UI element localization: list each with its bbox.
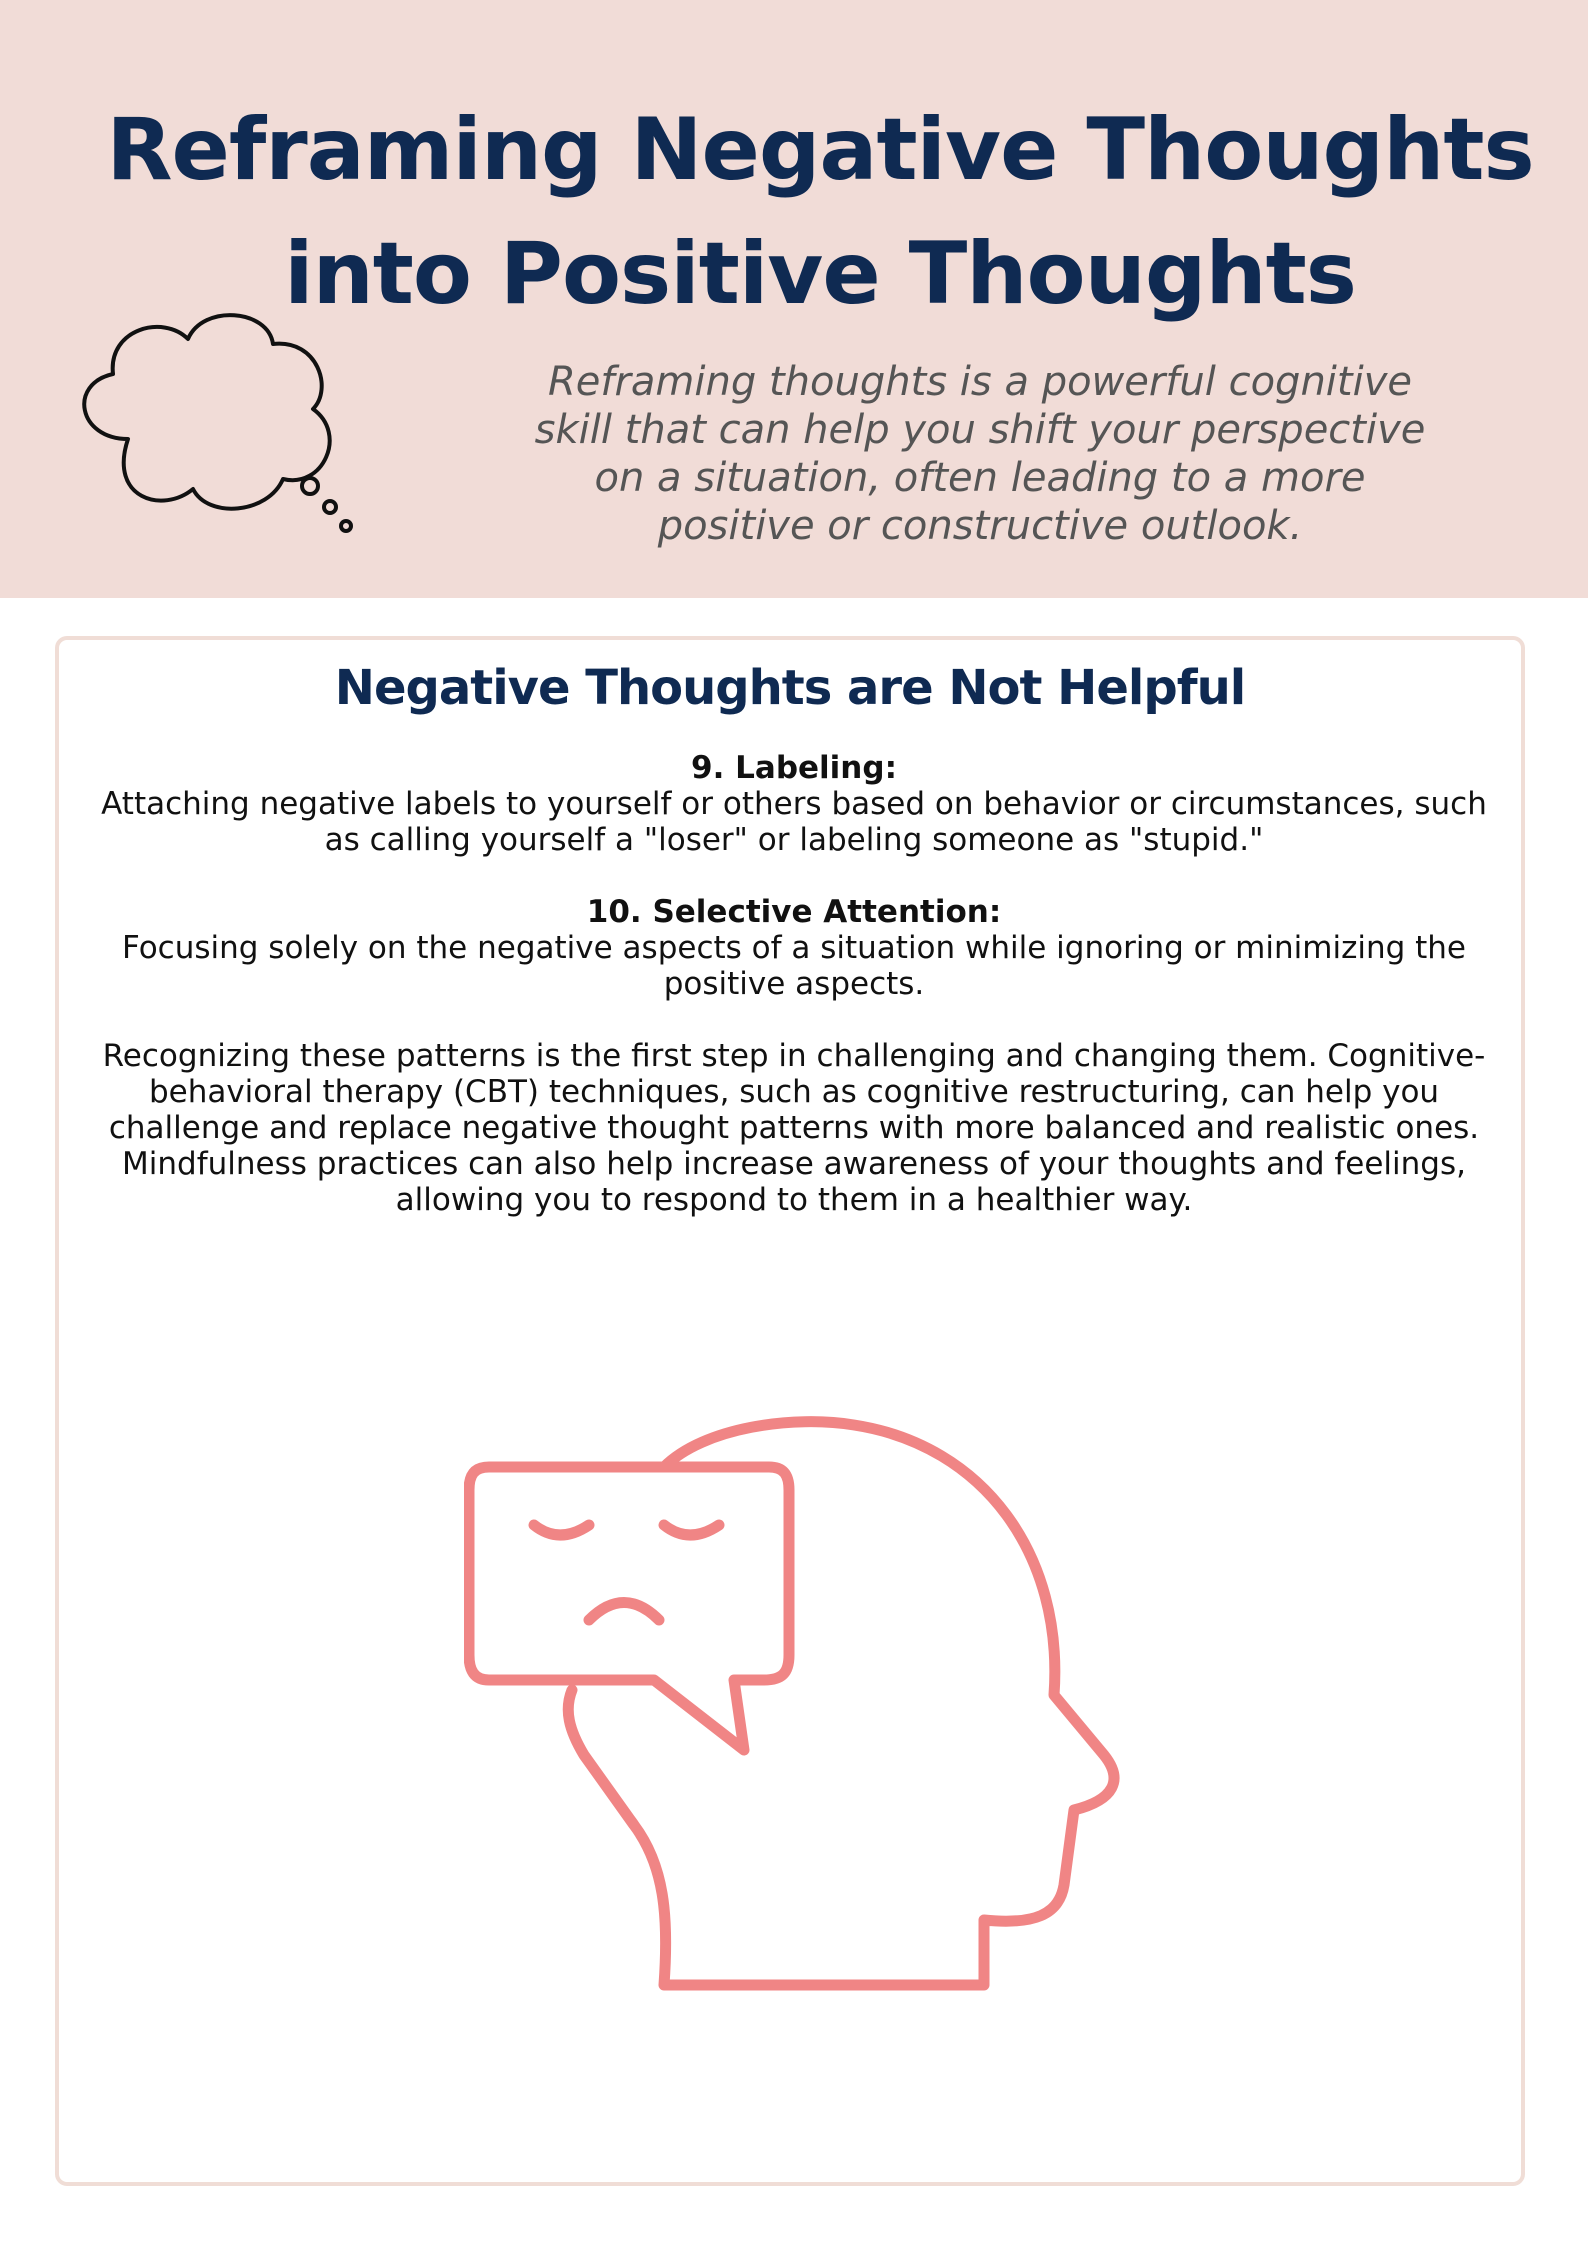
closing-line: behavioral therapy (CBT) techniques, such as cognitive restructuring, can help you xyxy=(148,1074,1440,1110)
list-item-selective-attention xyxy=(99,894,1489,1002)
closing-line: Recognizing these patterns is the first step in challenging and changing them. Cognitive- xyxy=(102,1038,1486,1074)
closing-paragraph xyxy=(99,1038,1489,1218)
header-banner xyxy=(0,0,1588,598)
item-text-line: Attaching negative labels to yourself or others based on behavior or circumstances, such xyxy=(101,786,1487,822)
sad-head-speech-bubble-icon xyxy=(464,1415,1164,2035)
page-title xyxy=(100,88,1540,336)
subtitle-line-4: positive or constructive outlook. xyxy=(657,503,1303,549)
card-title: Negative Thoughts are Not Helpful xyxy=(334,660,1246,716)
thought-cloud-icon xyxy=(68,304,368,544)
subtitle-line-3: on a situation, often leading to a more xyxy=(594,455,1366,501)
subtitle-line-2: skill that can help you shift your perspective xyxy=(534,407,1426,453)
list-item-labeling xyxy=(99,750,1489,858)
card-content xyxy=(99,750,1489,1254)
subtitle xyxy=(460,358,1500,550)
item-text-line: Focusing solely on the negative aspects of a situation while ignoring or minimizing the xyxy=(121,930,1467,966)
item-title: 9. Labeling: xyxy=(691,750,897,786)
content-card xyxy=(55,636,1525,2186)
page-title-line-1: Reframing Negative Thoughts xyxy=(106,100,1534,200)
subtitle-line-1: Reframing thoughts is a powerful cognitive xyxy=(547,359,1412,405)
closing-line: allowing you to respond to them in a healthier way. xyxy=(395,1182,1193,1218)
closing-line: challenge and replace negative thought patterns with more balanced and realistic ones. xyxy=(108,1110,1480,1146)
page-title-line-2: into Positive Thoughts xyxy=(284,224,1356,324)
item-text-line: positive aspects. xyxy=(663,966,925,1002)
item-title: 10. Selective Attention: xyxy=(586,894,1002,930)
item-text-line: as calling yourself a "loser" or labeling someone as "stupid." xyxy=(324,822,1264,858)
closing-line: Mindfulness practices can also help increase awareness of your thoughts and feelings, xyxy=(122,1146,1466,1182)
